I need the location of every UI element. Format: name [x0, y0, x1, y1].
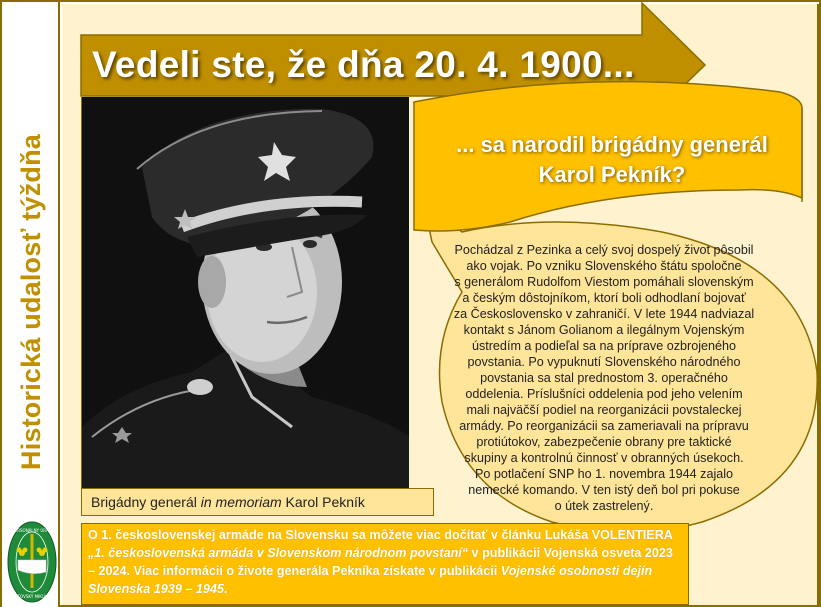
- header-title: Vedeli ste, že dňa 20. 4. 1900...: [92, 44, 635, 85]
- bio-line: Pochádzal z Pezinka a celý svoj dospelý život pôsobil: [454, 243, 754, 257]
- further-reading-box: [81, 523, 689, 605]
- caption-part-2: Karol Pekník: [281, 494, 365, 510]
- info-publication-title: Vojenské osobnosti dejín Slovenska 1939 – 1945: [88, 564, 653, 596]
- bio-line: ako vojak. Po vzniku Slovenského štátu spoločne: [466, 259, 742, 273]
- portrait-of-karol-peknik: [82, 97, 409, 489]
- ribbon-text: [412, 130, 812, 190]
- bio-line: protiútokov, zabezpečenie obrany pre taktické: [476, 435, 732, 449]
- bio-line: nemecké komando. V ten istý deň bol pri pokuse: [468, 483, 740, 497]
- bio-line: kontakt s Jánom Golianom a ilegálnym Vojenským: [463, 323, 745, 337]
- bio-line: o útek zastrelený.: [554, 499, 654, 513]
- svg-text:PERSONÁLNY ÚRAD: PERSONÁLNY ÚRAD: [12, 528, 52, 533]
- bio-line: ústredím a podieľal sa na príprave ozbrojeného: [471, 339, 737, 353]
- bio-line: skupiny a kontrolnú činnosť v obranných úsekoch.: [464, 451, 744, 465]
- bio-line: oddelenia. Príslušníci oddelenia pod jeho velením: [465, 387, 743, 401]
- bio-line: s generálom Rudolfom Viestom pomáhali slovenským: [454, 275, 754, 289]
- ribbon-line-1: ... sa narodil brigádny generál: [456, 132, 768, 157]
- info-article-title: „1. československá armáda v Slovenskom národnom povstaní“: [88, 546, 469, 560]
- bio-line: a českým dôstojníkom, ktorí boli odhodlaní bojovať: [462, 291, 746, 305]
- portrait-photo: [81, 97, 409, 489]
- bio-line: mali najväčší podiel na reorganizácii povstaleckej: [466, 403, 742, 417]
- bio-line: armády. Po reorganizácii sa zameriavali na prípravu: [459, 419, 749, 433]
- photo-caption: [81, 488, 434, 516]
- bio-line: povstania. Po vypuknutí Slovenského národného: [467, 355, 741, 369]
- info-part-2: v publikácii Vojenská osveta 2023 – 2024. Viac informácií o živote generála Pekníka získate v publikácii: [88, 546, 673, 578]
- svg-text:LIPTOVSKÝ MIKULÁŠ: LIPTOVSKÝ MIKULÁŠ: [11, 594, 53, 599]
- caption-part-1: Brigádny generál: [91, 494, 201, 510]
- bio-line: povstania sa stal prednostom 3. operačného: [480, 371, 728, 385]
- bio-line: za Československo v zahraničí. V lete 1944 nadviazal: [453, 307, 755, 321]
- biography-text: [442, 242, 766, 514]
- ribbon-line-2: Karol Pekník?: [538, 162, 686, 187]
- bio-line: Po potlačení SNP ho 1. novembra 1944 zajalo: [474, 467, 734, 481]
- caption-italic: in memoriam: [200, 494, 282, 510]
- side-title: Historická udalosť týždňa: [16, 133, 46, 470]
- info-part-3: .: [223, 582, 228, 596]
- info-part-1: O 1. československej armáde na Slovensku sa môžete viac dočítať v článku Lukáša VOLENTIERA: [88, 528, 673, 542]
- personnel-office-emblem-icon: [6, 520, 58, 604]
- side-strip: [2, 2, 60, 607]
